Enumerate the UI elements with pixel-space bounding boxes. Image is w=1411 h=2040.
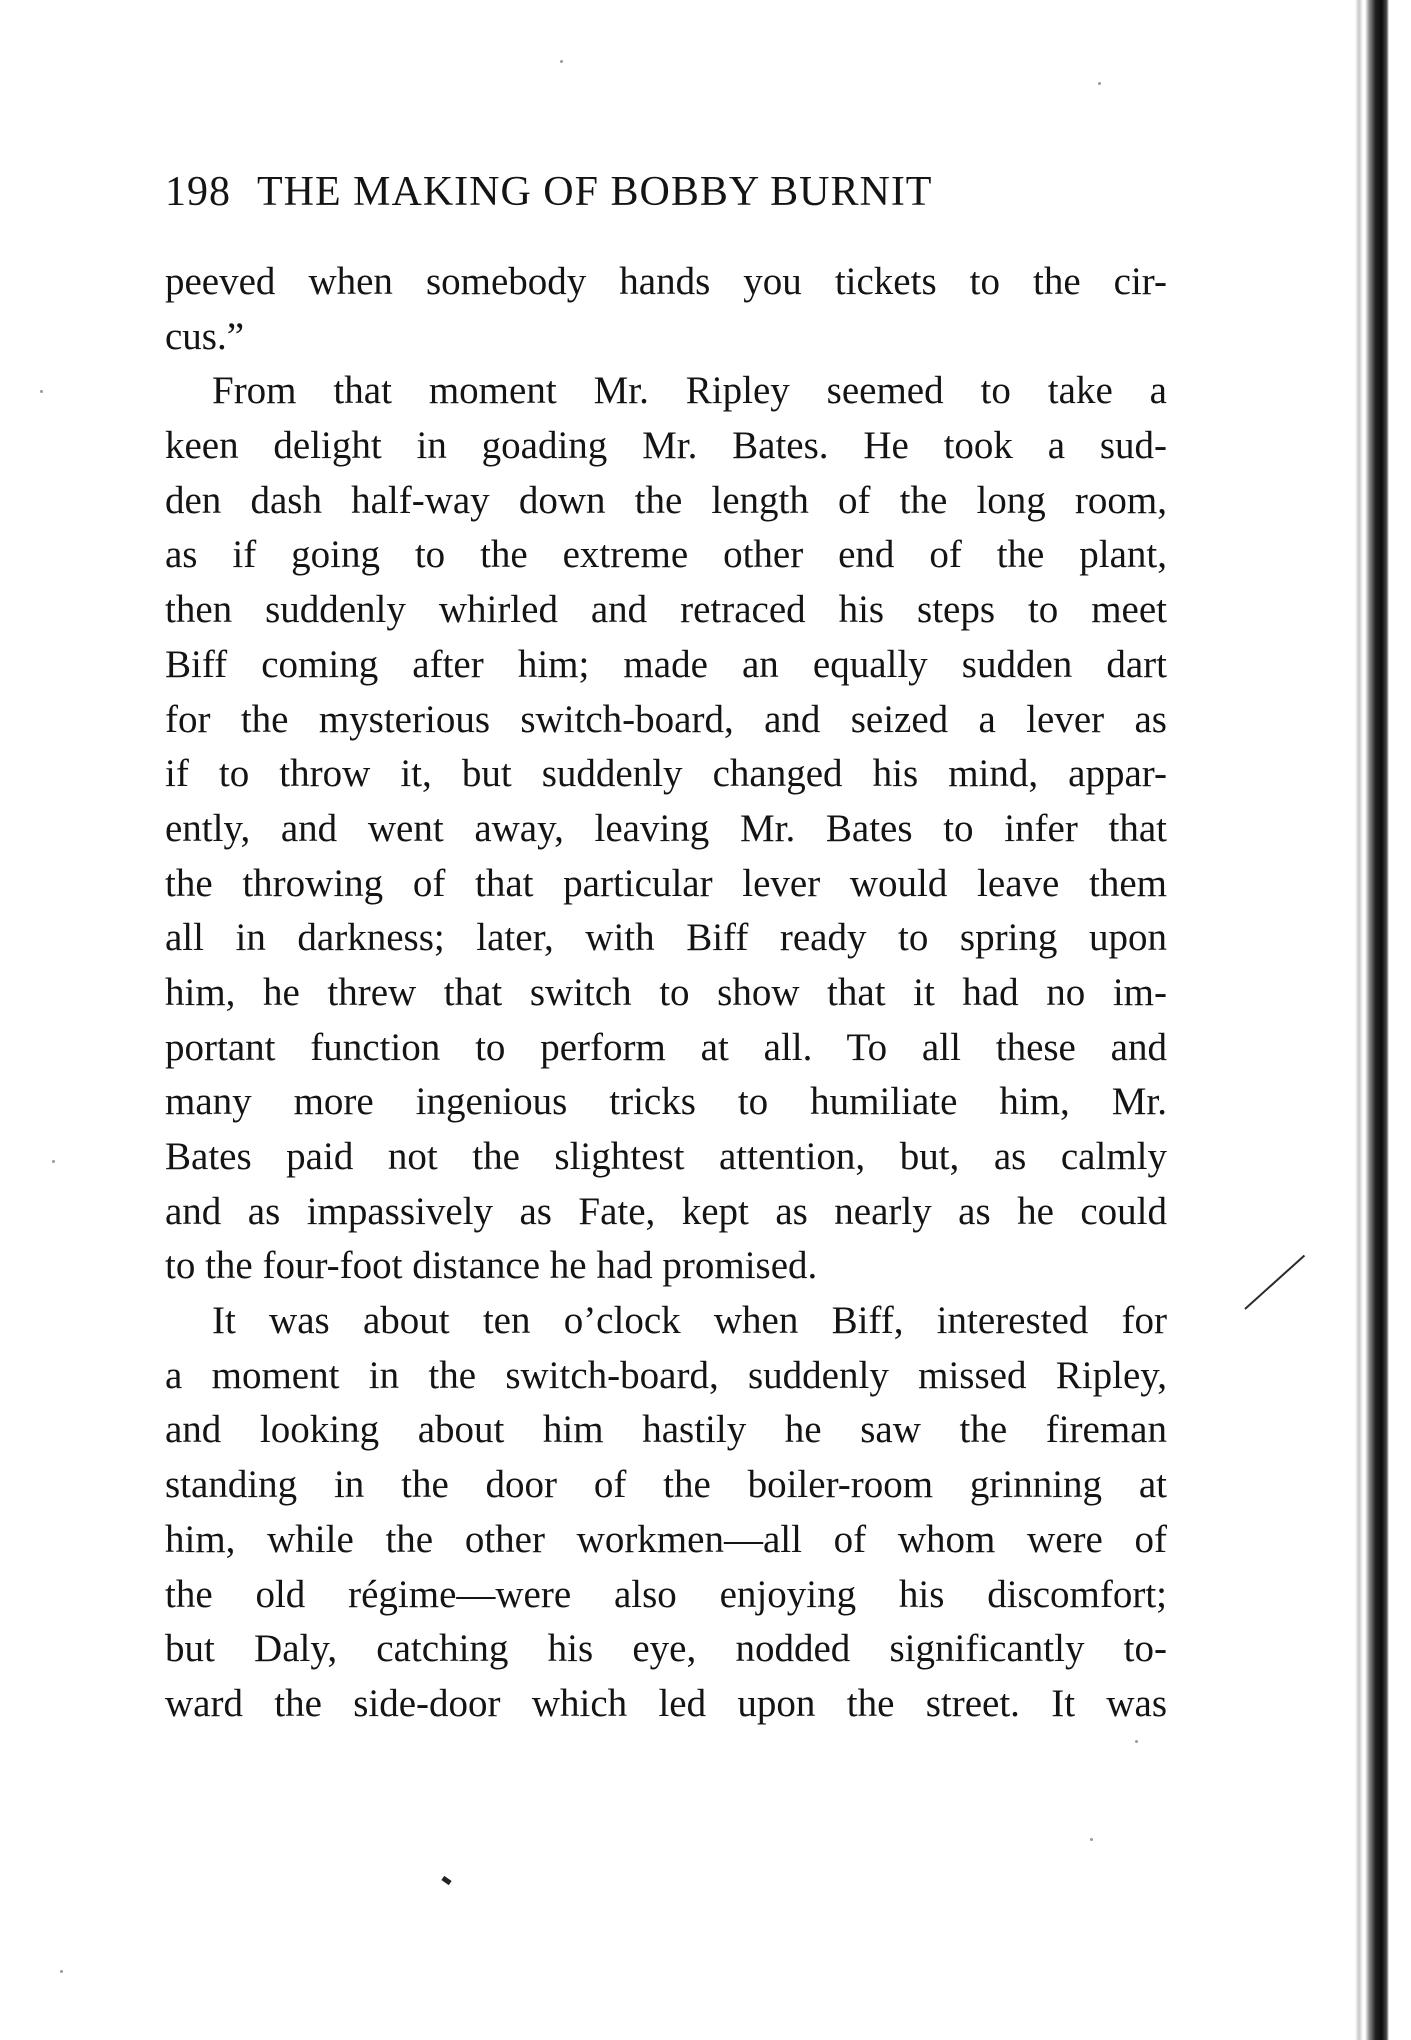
running-title: THE MAKING OF BOBBY BURNIT (257, 169, 933, 215)
text-line: the old régime—were also enjoying his discomfort; (165, 1572, 1167, 1616)
text-line: to the four-foot distance he had promised. (165, 1244, 818, 1288)
text-line: and as impassively as Fate, kept as nearly as he could (165, 1189, 1167, 1233)
text-line: many more ingenious tricks to humiliate him, Mr. (165, 1080, 1167, 1124)
running-head (165, 168, 932, 216)
text-line: standing in the door of the boiler-room grinning at (165, 1463, 1167, 1507)
text-line: for the mysterious switch-board, and seized a lever as (165, 697, 1167, 741)
text-line: ward the side-door which led upon the street. It was (165, 1681, 1167, 1725)
paper-speck (1098, 82, 1101, 85)
text-line: but Daly, catching his eye, nodded significantly to- (165, 1627, 1167, 1671)
text-line: keen delight in goading Mr. Bates. He took a sud- (165, 424, 1167, 468)
paper-speck (1090, 1838, 1093, 1841)
text-line: Bates paid not the slightest attention, but, as calmly (165, 1135, 1167, 1178)
text-line: and looking about him hastily he saw the fireman (165, 1408, 1167, 1452)
paper-speck (40, 390, 43, 393)
text-line: den dash half-way down the length of the long room, (165, 478, 1167, 522)
text-line: peeved when somebody hands you tickets to the cir- (165, 260, 1167, 303)
body-text (165, 255, 1167, 1732)
text-line: as if going to the extreme other end of the plant, (165, 533, 1167, 577)
paper-speck (1135, 1740, 1138, 1743)
text-line: ently, and went away, leaving Mr. Bates to infer that (165, 806, 1167, 850)
text-line: all in darkness; later, with Biff ready to spring upon (165, 916, 1167, 960)
paper-speck (60, 1970, 63, 1973)
text-line: From that moment Mr. Ripley seemed to take a (212, 369, 1167, 413)
text-line: It was about ten o’clock when Biff, interested for (212, 1299, 1167, 1343)
text-line: then suddenly whirled and retraced his steps to meet (165, 588, 1167, 632)
text-line: the throwing of that particular lever would leave them (165, 861, 1167, 905)
text-line: cus.” (165, 314, 245, 358)
paper-speck (560, 60, 563, 63)
text-line: him, he threw that switch to show that it had no im- (165, 970, 1167, 1014)
page-number: 198 (165, 169, 231, 215)
ink-speck (441, 1876, 451, 1885)
text-line: Biff coming after him; made an equally sudden dart (165, 642, 1167, 686)
margin-pencil-mark (1244, 1255, 1305, 1310)
text-line: if to throw it, but suddenly changed his mind, appar- (165, 752, 1167, 796)
text-line: portant function to perform at all. To all these and (165, 1025, 1167, 1069)
paper-speck (52, 1160, 55, 1163)
text-line: a moment in the switch-board, suddenly missed Ripley, (165, 1353, 1167, 1397)
text-line: him, while the other workmen—all of whom were of (165, 1517, 1167, 1561)
binding-gutter-shadow (1341, 0, 1411, 2040)
